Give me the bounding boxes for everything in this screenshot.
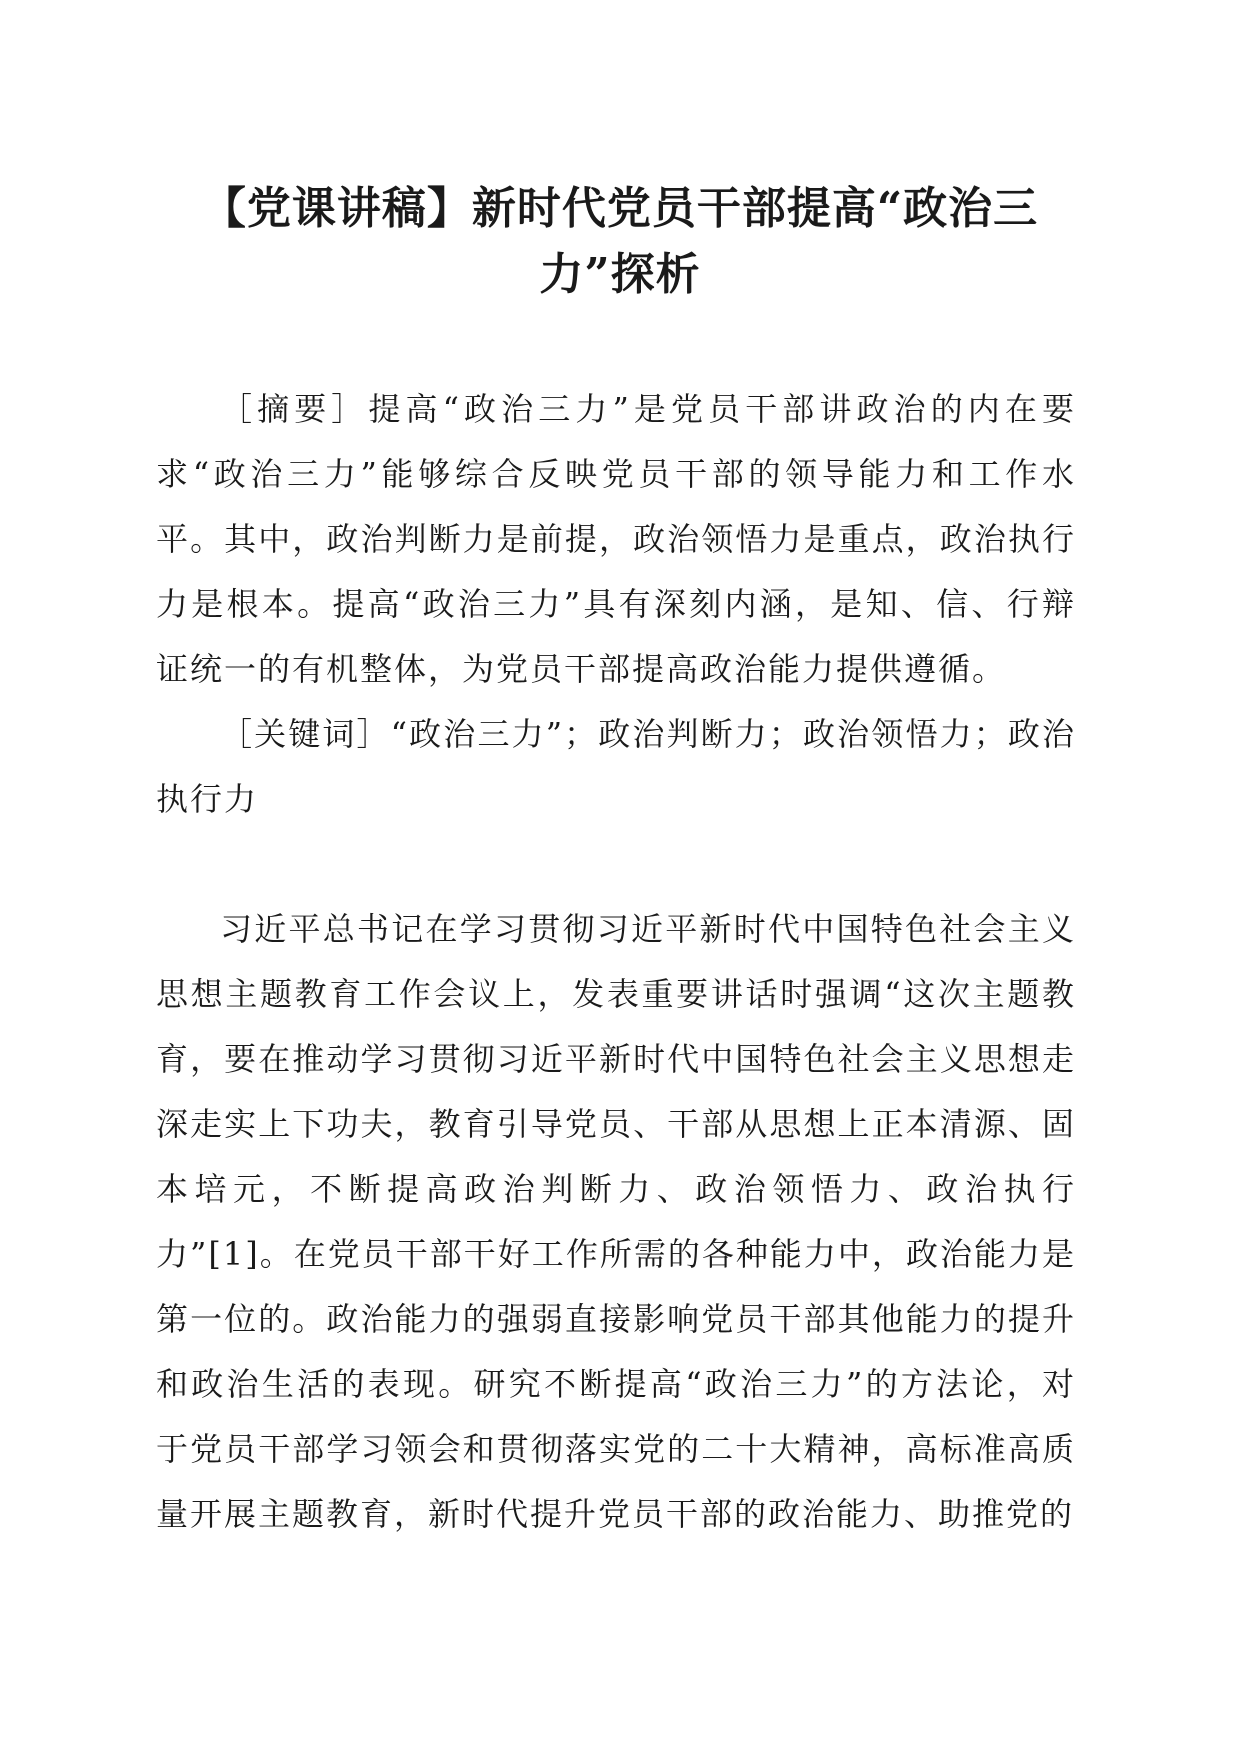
body-paragraph: 习近平总书记在学习贯彻习近平新时代中国特色社会主义思想主题教育工作会议上，发表重要讲话时强调“这次主题教育，要在推动学习贯彻习近平新时代中国特色社会主义思想走深走实上下功夫，教育引导党员、干部从思想上正本清源、固本培元，不断提高政治判断力、政治领悟力、政治执行力”[1]。在党员干部干好工作所需的各种能力中，政治能力是第一位的。政治能力的强弱直接影响党员干部其他能力的提升和政治生活的表现。研究不断提高“政治三力”的方法论，对于党员干部学习领会和贯彻落实党的二十大精神，高标准高质量开展主题教育，新时代提升党员干部的政治能力、助推党的	[156, 910, 1076, 1533]
keywords-paragraph: ［关键词］“政治三力”；政治判断力；政治领悟力；政治执行力	[156, 715, 1076, 818]
abstract-paragraph: ［摘要］提高“政治三力”是党员干部讲政治的内在要求“政治三力”能够综合反映党员干部的领导能力和工作水平。其中，政治判断力是前提，政治领悟力是重点，政治执行力是根本。提高“政治三力”具有深刻内涵，是知、信、行辩证统一的有机整体，为党员干部提高政治能力提供遵循。	[156, 390, 1076, 688]
document-title: 【党课讲稿】新时代党员干部提高“政治三力”探析	[201, 183, 1039, 300]
